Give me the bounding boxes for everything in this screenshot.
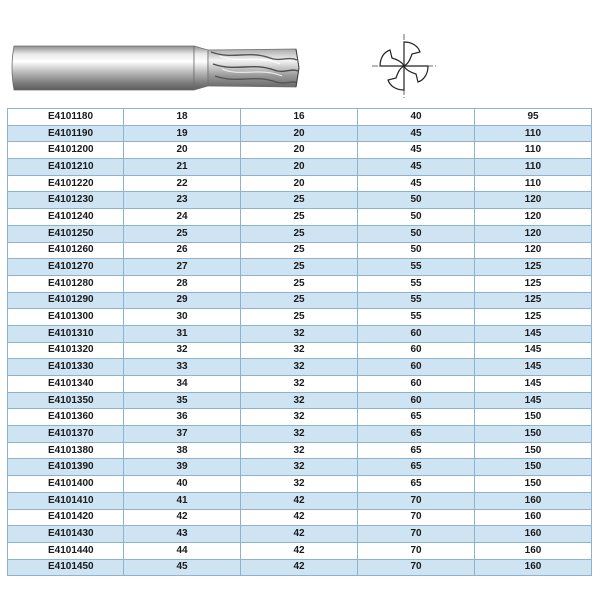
overall-length-cell: 120 xyxy=(475,225,592,242)
diameter-cell: 41 xyxy=(124,492,241,509)
order-code-cell: E4101240 xyxy=(8,209,124,226)
diameter-cell: 34 xyxy=(124,376,241,393)
table-row xyxy=(8,325,592,342)
order-code-cell: E4101380 xyxy=(8,442,124,459)
order-code-cell: E4101210 xyxy=(8,159,124,176)
flute-length-cell: 60 xyxy=(358,342,475,359)
table-row xyxy=(8,442,592,459)
table-row xyxy=(8,292,592,309)
shank-diameter-cell: 20 xyxy=(241,175,358,192)
flute-length-cell: 45 xyxy=(358,125,475,142)
diameter-cell: 20 xyxy=(124,142,241,159)
diameter-cell: 19 xyxy=(124,125,241,142)
overall-length-cell: 145 xyxy=(475,376,592,393)
diameter-cell: 21 xyxy=(124,159,241,176)
table-row xyxy=(8,159,592,176)
order-code-cell: E4101420 xyxy=(8,509,124,526)
order-code-cell: E4101300 xyxy=(8,309,124,326)
diameter-cell: 45 xyxy=(124,559,241,576)
shank-diameter-cell: 25 xyxy=(241,309,358,326)
shank-diameter-cell: 16 xyxy=(241,109,358,126)
order-code-cell: E4101400 xyxy=(8,476,124,493)
overall-length-cell: 125 xyxy=(475,259,592,276)
flute-length-cell: 60 xyxy=(358,376,475,393)
flute-length-cell: 65 xyxy=(358,442,475,459)
order-code-cell: E4101290 xyxy=(8,292,124,309)
diameter-cell: 40 xyxy=(124,476,241,493)
table-row xyxy=(8,259,592,276)
overall-length-cell: 110 xyxy=(475,142,592,159)
order-code-cell: E4101360 xyxy=(8,409,124,426)
flute-length-cell: 45 xyxy=(358,159,475,176)
end-mill-image xyxy=(8,38,303,98)
diameter-cell: 42 xyxy=(124,509,241,526)
flute-length-cell: 45 xyxy=(358,175,475,192)
order-code-cell: E4101390 xyxy=(8,459,124,476)
overall-length-cell: 150 xyxy=(475,426,592,443)
shank-diameter-cell: 32 xyxy=(241,376,358,393)
shank-diameter-cell: 42 xyxy=(241,542,358,559)
flute-length-cell: 70 xyxy=(358,559,475,576)
flute-length-cell: 70 xyxy=(358,509,475,526)
flute-length-cell: 45 xyxy=(358,142,475,159)
overall-length-cell: 145 xyxy=(475,325,592,342)
overall-length-cell: 160 xyxy=(475,526,592,543)
table-row xyxy=(8,359,592,376)
diameter-cell: 25 xyxy=(124,225,241,242)
flute-length-cell: 65 xyxy=(358,459,475,476)
diameter-cell: 28 xyxy=(124,275,241,292)
order-code-cell: E4101370 xyxy=(8,426,124,443)
diameter-cell: 37 xyxy=(124,426,241,443)
shank-diameter-cell: 42 xyxy=(241,559,358,576)
diameter-cell: 44 xyxy=(124,542,241,559)
flute-length-cell: 50 xyxy=(358,242,475,259)
overall-length-cell: 110 xyxy=(475,175,592,192)
table-row xyxy=(8,209,592,226)
flute-length-cell: 60 xyxy=(358,325,475,342)
order-code-cell: E4101190 xyxy=(8,125,124,142)
order-code-cell: E4101260 xyxy=(8,242,124,259)
flute-length-cell: 55 xyxy=(358,275,475,292)
table-row xyxy=(8,526,592,543)
shank-diameter-cell: 42 xyxy=(241,492,358,509)
overall-length-cell: 160 xyxy=(475,492,592,509)
overall-length-cell: 125 xyxy=(475,275,592,292)
table-row xyxy=(8,109,592,126)
shank-diameter-cell: 32 xyxy=(241,476,358,493)
diameter-cell: 38 xyxy=(124,442,241,459)
flute-length-cell: 60 xyxy=(358,359,475,376)
shank-diameter-cell: 32 xyxy=(241,325,358,342)
flute-length-cell: 55 xyxy=(358,309,475,326)
diameter-cell: 33 xyxy=(124,359,241,376)
flute-length-cell: 65 xyxy=(358,426,475,443)
shank-diameter-cell: 32 xyxy=(241,392,358,409)
shank-diameter-cell: 25 xyxy=(241,209,358,226)
flute-length-cell: 70 xyxy=(358,526,475,543)
table-row xyxy=(8,559,592,576)
table-row xyxy=(8,542,592,559)
diameter-cell: 32 xyxy=(124,342,241,359)
order-code-cell: E4101200 xyxy=(8,142,124,159)
order-code-cell: E4101350 xyxy=(8,392,124,409)
order-code-cell: E4101250 xyxy=(8,225,124,242)
table-row xyxy=(8,342,592,359)
diameter-cell: 30 xyxy=(124,309,241,326)
overall-length-cell: 110 xyxy=(475,159,592,176)
overall-length-cell: 120 xyxy=(475,192,592,209)
flute-length-cell: 50 xyxy=(358,192,475,209)
shank-diameter-cell: 32 xyxy=(241,409,358,426)
overall-length-cell: 125 xyxy=(475,309,592,326)
flute-length-cell: 55 xyxy=(358,259,475,276)
order-code-cell: E4101450 xyxy=(8,559,124,576)
shank-diameter-cell: 32 xyxy=(241,442,358,459)
diameter-cell: 27 xyxy=(124,259,241,276)
shank-diameter-cell: 32 xyxy=(241,342,358,359)
order-code-cell: E4101320 xyxy=(8,342,124,359)
diameter-cell: 39 xyxy=(124,459,241,476)
order-code-cell: E4101440 xyxy=(8,542,124,559)
diameter-cell: 29 xyxy=(124,292,241,309)
shank-diameter-cell: 20 xyxy=(241,142,358,159)
order-code-cell: E4101280 xyxy=(8,275,124,292)
table-row xyxy=(8,476,592,493)
table-row xyxy=(8,392,592,409)
diameter-cell: 35 xyxy=(124,392,241,409)
specification-table xyxy=(7,108,592,576)
shank-diameter-cell: 20 xyxy=(241,125,358,142)
flute-length-cell: 70 xyxy=(358,542,475,559)
overall-length-cell: 150 xyxy=(475,459,592,476)
overall-length-cell: 120 xyxy=(475,209,592,226)
table-row xyxy=(8,275,592,292)
table-row xyxy=(8,142,592,159)
flute-length-cell: 65 xyxy=(358,476,475,493)
diameter-cell: 31 xyxy=(124,325,241,342)
flute-length-cell: 40 xyxy=(358,109,475,126)
flute-length-cell: 50 xyxy=(358,225,475,242)
table-row xyxy=(8,225,592,242)
order-code-cell: E4101220 xyxy=(8,175,124,192)
shank-diameter-cell: 25 xyxy=(241,259,358,276)
table-row xyxy=(8,242,592,259)
order-code-cell: E4101270 xyxy=(8,259,124,276)
flute-length-cell: 60 xyxy=(358,392,475,409)
flute-length-cell: 65 xyxy=(358,409,475,426)
table-row xyxy=(8,509,592,526)
flute-length-cell: 50 xyxy=(358,209,475,226)
overall-length-cell: 145 xyxy=(475,342,592,359)
order-code-cell: E4101340 xyxy=(8,376,124,393)
diameter-cell: 23 xyxy=(124,192,241,209)
shank-diameter-cell: 42 xyxy=(241,509,358,526)
diameter-cell: 22 xyxy=(124,175,241,192)
diameter-cell: 26 xyxy=(124,242,241,259)
shank-diameter-cell: 25 xyxy=(241,225,358,242)
shank-diameter-cell: 32 xyxy=(241,426,358,443)
overall-length-cell: 150 xyxy=(475,476,592,493)
table-row xyxy=(8,426,592,443)
overall-length-cell: 110 xyxy=(475,125,592,142)
overall-length-cell: 145 xyxy=(475,392,592,409)
shank-diameter-cell: 42 xyxy=(241,526,358,543)
table-row xyxy=(8,492,592,509)
table-row xyxy=(8,125,592,142)
shank-diameter-cell: 25 xyxy=(241,242,358,259)
diameter-cell: 18 xyxy=(124,109,241,126)
order-code-cell: E4101230 xyxy=(8,192,124,209)
overall-length-cell: 150 xyxy=(475,442,592,459)
overall-length-cell: 150 xyxy=(475,409,592,426)
table-row xyxy=(8,376,592,393)
diameter-cell: 43 xyxy=(124,526,241,543)
table-row xyxy=(8,309,592,326)
table-row xyxy=(8,175,592,192)
overall-length-cell: 145 xyxy=(475,359,592,376)
order-code-cell: E4101430 xyxy=(8,526,124,543)
shank-diameter-cell: 32 xyxy=(241,459,358,476)
order-code-cell: E4101410 xyxy=(8,492,124,509)
order-code-cell: E4101310 xyxy=(8,325,124,342)
shank-diameter-cell: 25 xyxy=(241,275,358,292)
order-code-cell: E4101180 xyxy=(8,109,124,126)
overall-length-cell: 160 xyxy=(475,542,592,559)
flute-length-cell: 70 xyxy=(358,492,475,509)
shank-diameter-cell: 20 xyxy=(241,159,358,176)
overall-length-cell: 160 xyxy=(475,509,592,526)
specification-table-body xyxy=(8,109,592,576)
order-code-cell: E4101330 xyxy=(8,359,124,376)
overall-length-cell: 120 xyxy=(475,242,592,259)
table-row xyxy=(8,192,592,209)
table-row xyxy=(8,409,592,426)
table-row xyxy=(8,459,592,476)
four-flute-cross-section-icon xyxy=(368,30,440,102)
diameter-cell: 24 xyxy=(124,209,241,226)
overall-length-cell: 95 xyxy=(475,109,592,126)
shank-diameter-cell: 25 xyxy=(241,192,358,209)
diameter-cell: 36 xyxy=(124,409,241,426)
shank-diameter-cell: 25 xyxy=(241,292,358,309)
flute-length-cell: 55 xyxy=(358,292,475,309)
shank-diameter-cell: 32 xyxy=(241,359,358,376)
overall-length-cell: 160 xyxy=(475,559,592,576)
overall-length-cell: 125 xyxy=(475,292,592,309)
